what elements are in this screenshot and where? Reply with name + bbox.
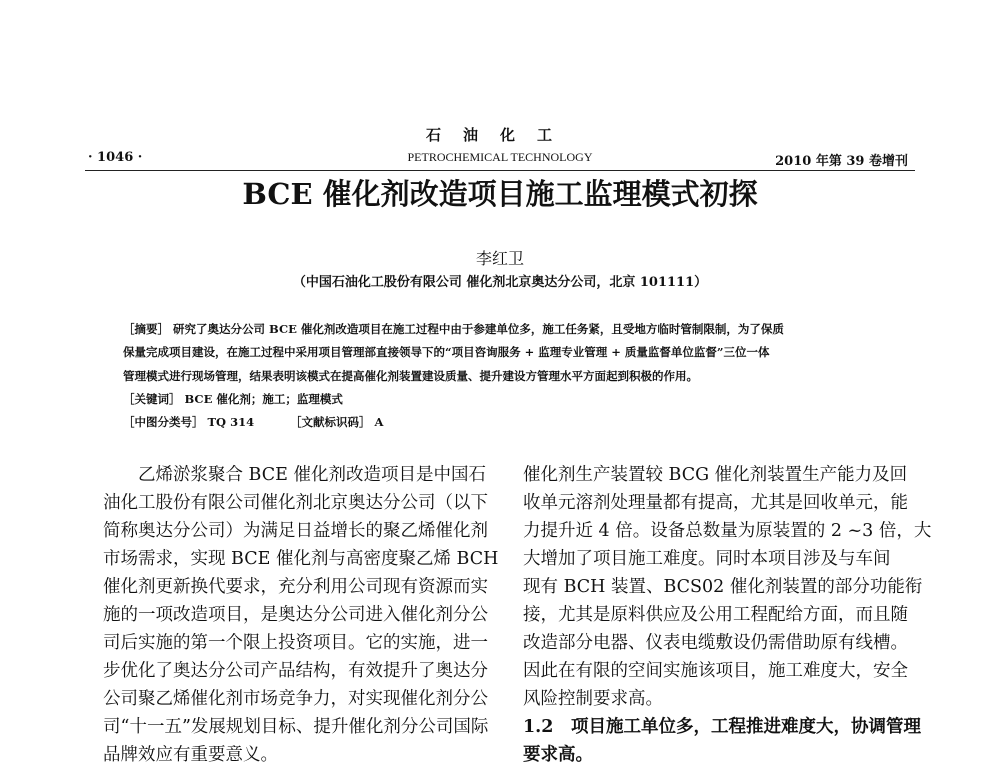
page-number: · 1046 · [88,150,143,165]
abstract-line: 管理模式进行现场管理，结果表明该模式在提高催化剂装置建设质量、提升建设方管理水平方面起到积极的作用。 [123,369,698,383]
journal-name-cn: 石油化工 [425,126,574,144]
keywords: ［关键词］ BCE 催化剂；施工；监理模式 [123,392,343,406]
section-heading: 1.2 项目施工单位多，工程推进难度大，协调管理 [523,717,921,737]
section-heading: 要求高。 [523,745,593,765]
body-line: 简称奥达分公司）为满足日益增长的聚乙烯催化剂 [103,521,488,541]
paper-title: BCE 催化剂改造项目施工监理模式初探 [242,177,758,211]
abstract-line: 保量完成项目建设，在施工过程中采用项目管理部直接领导下的“项目咨询服务 + 监理专业管理 + 质量监督单位监督”三位一体 [123,345,770,359]
volume-info: 2010 年第 39 卷增刊 [775,154,908,169]
abstract-line: ［摘要］ 研究了奥达分公司 BCE 催化剂改造项目在施工过程中由于参建单位多，施工任务紧，且受地方临时管制限制，为了保质 [123,322,784,336]
body-line: 市场需求，实现 BCE 催化剂与高密度聚乙烯 BCH [103,549,499,569]
body-left-column [103,461,499,769]
body-line: 改造部分电器、仪表电缆敷设仍需借助原有线槽。 [523,633,908,653]
body-line: 司后实施的第一个限上投资项目。它的实施，进一 [103,633,488,653]
journal-name-en: PETROCHEMICAL TECHNOLOGY [407,150,593,164]
body-line: 催化剂生产装置较 BCG 催化剂装置生产能力及回 [523,465,908,485]
body-line: 司“十一五”发展规划目标、提升催化剂分公司国际 [103,717,489,737]
body-line: 步优化了奥达分公司产品结构，有效提升了奥达分 [103,661,488,681]
header-rule [85,170,915,171]
body-line: 收单元溶剂处理量都有提高，尤其是回收单元，能 [523,493,908,513]
body-line: 大增加了项目施工难度。同时本项目涉及与车间 [523,549,891,569]
body-line: 乙烯淤浆聚合 BCE 催化剂改造项目是中国石 [103,465,486,485]
body-line: 接，尤其是原料供应及公用工程配给方面，而且随 [523,605,908,625]
document-code: ［文献标识码］ A [290,415,384,429]
body-line: 油化工股份有限公司催化剂北京奥达分公司（以下 [103,493,488,513]
body-line: 因此在有限的空间实施该项目，施工难度大，安全 [523,661,908,681]
affiliation: （中国石油化工股份有限公司 催化剂北京奥达分公司，北京 101111） [292,275,708,290]
author: 李红卫 [475,249,524,268]
body-line: 现有 BCH 装置、BCS02 催化剂装置的部分功能衔 [523,577,923,597]
body-right-column [523,461,932,769]
body-line: 催化剂更新换代要求，充分利用公司现有资源而实 [103,577,488,597]
body-line: 公司聚乙烯催化剂市场竞争力，对实现催化剂分公 [103,689,488,709]
body-line: 力提升近 4 倍。设备总数量为原装置的 2 ~3 倍，大 [523,521,932,541]
body-line: 风险控制要求高。 [523,689,663,709]
body-line: 施的一项改造项目，是奥达分公司进入催化剂分公 [103,605,488,625]
clc-number: ［中图分类号］ TQ 314 [123,415,255,429]
body-line: 品牌效应有重要意义。 [103,745,278,765]
